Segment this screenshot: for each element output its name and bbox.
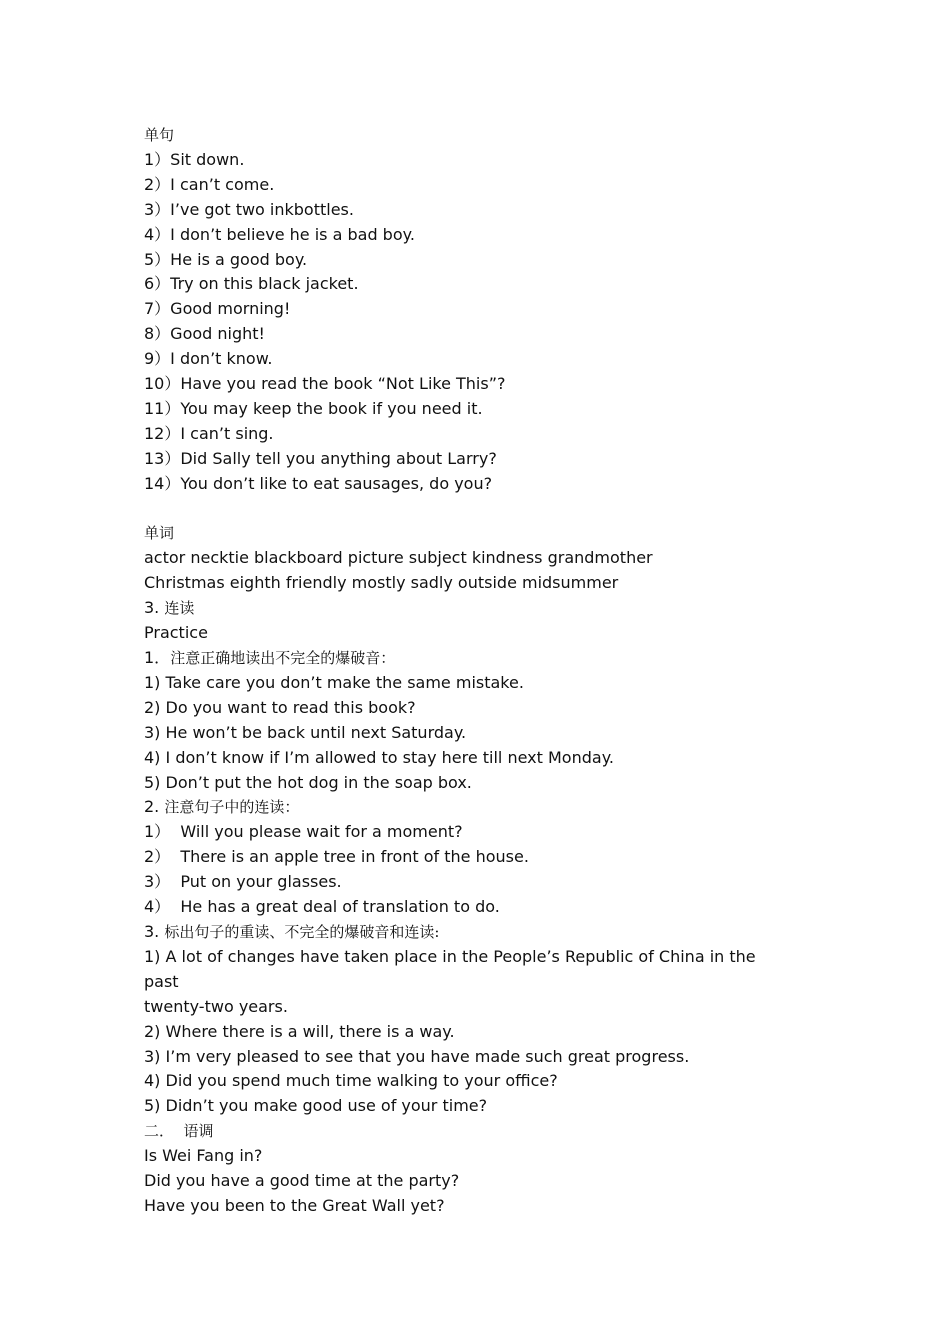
sentence-item: 11）You may keep the book if you need it. <box>144 398 483 418</box>
part1-item: 4) I don’t know if I’m allowed to stay here till next Monday. <box>144 747 614 767</box>
part1-number: 1． <box>144 648 171 668</box>
sentence-item: 3）I’ve got two inkbottles. <box>144 199 354 219</box>
part3-heading <box>144 920 804 945</box>
liaison-heading-number: 3. <box>144 598 165 618</box>
part3-item: 1) A lot of changes have taken place in the People’s Republic of China in the past <box>144 946 756 991</box>
sentence-item: 5）He is a good boy. <box>144 249 308 269</box>
practice-label: Practice <box>144 623 208 643</box>
sentence-item: 2）I can’t come. <box>144 174 275 194</box>
part3-item: 3) I’m very pleased to see that you have made such great progress. <box>144 1046 690 1066</box>
part1-item: 2) Do you want to read this book? <box>144 697 416 717</box>
document-page <box>144 123 804 1219</box>
sentence-item: 12）I can’t sing. <box>144 423 274 443</box>
words-line: Christmas eighth friendly mostly sadly outside midsummer <box>144 573 619 593</box>
sentence-item: 13）Did Sally tell you anything about Larry? <box>144 448 497 468</box>
part2-item: 4） He has a great deal of translation to do. <box>144 897 500 917</box>
part1-item: 3) He won’t be back until next Saturday. <box>144 722 467 742</box>
part2-number: 2. <box>144 797 165 817</box>
part2-heading-text: 注意句子中的连读： <box>164 798 300 817</box>
words-line: actor necktie blackboard picture subject kindness grandmother <box>144 548 653 568</box>
intonation-item: Have you been to the Great Wall yet? <box>144 1195 445 1215</box>
part3-item: 4) Did you spend much time walking to your office? <box>144 1071 558 1091</box>
part1-item: 1) Take care you don’t make the same mistake. <box>144 672 524 692</box>
part3-number: 3. <box>144 921 165 941</box>
sentence-item: 9）I don’t know. <box>144 349 273 369</box>
part1-heading-text: 注意正确地读出不完全的爆破音： <box>170 649 396 668</box>
intonation-item: Did you have a good time at the party? <box>144 1171 460 1191</box>
liaison-heading-text: 连读 <box>164 599 195 618</box>
part3-item: 2) Where there is a will, there is a way. <box>144 1021 455 1041</box>
intonation-heading: 二． 语调 <box>144 1122 214 1141</box>
part2-item: 1） Will you please wait for a moment? <box>144 822 463 842</box>
sentence-item: 6）Try on this black jacket. <box>144 274 359 294</box>
part3-heading-text: 标出句子的重读、不完全的爆破音和连读: <box>164 922 440 941</box>
part2-heading <box>144 795 804 820</box>
intonation-item: Is Wei Fang in? <box>144 1146 263 1166</box>
part3-item-continuation: twenty-two years. <box>144 996 288 1016</box>
liaison-heading <box>144 596 804 621</box>
part3-item: 5) Didn’t you make good use of your time? <box>144 1096 488 1116</box>
part1-item: 5) Don’t put the hot dog in the soap box. <box>144 772 472 792</box>
sentences-heading: 单句 <box>144 126 175 144</box>
part2-item: 3） Put on your glasses. <box>144 872 342 892</box>
part1-heading <box>144 646 804 671</box>
sentence-item: 1）Sit down. <box>144 149 245 169</box>
sentence-item: 10）Have you read the book “Not Like This”? <box>144 374 506 394</box>
part2-item: 2） There is an apple tree in front of the house. <box>144 847 529 867</box>
sentence-item: 8）Good night! <box>144 324 265 344</box>
blank-line <box>144 497 804 522</box>
sentence-item: 4）I don’t believe he is a bad boy. <box>144 224 415 244</box>
sentence-item: 14）You don’t like to eat sausages, do you? <box>144 473 493 493</box>
words-heading: 单词 <box>144 524 175 543</box>
sentence-item: 7）Good morning! <box>144 299 291 319</box>
